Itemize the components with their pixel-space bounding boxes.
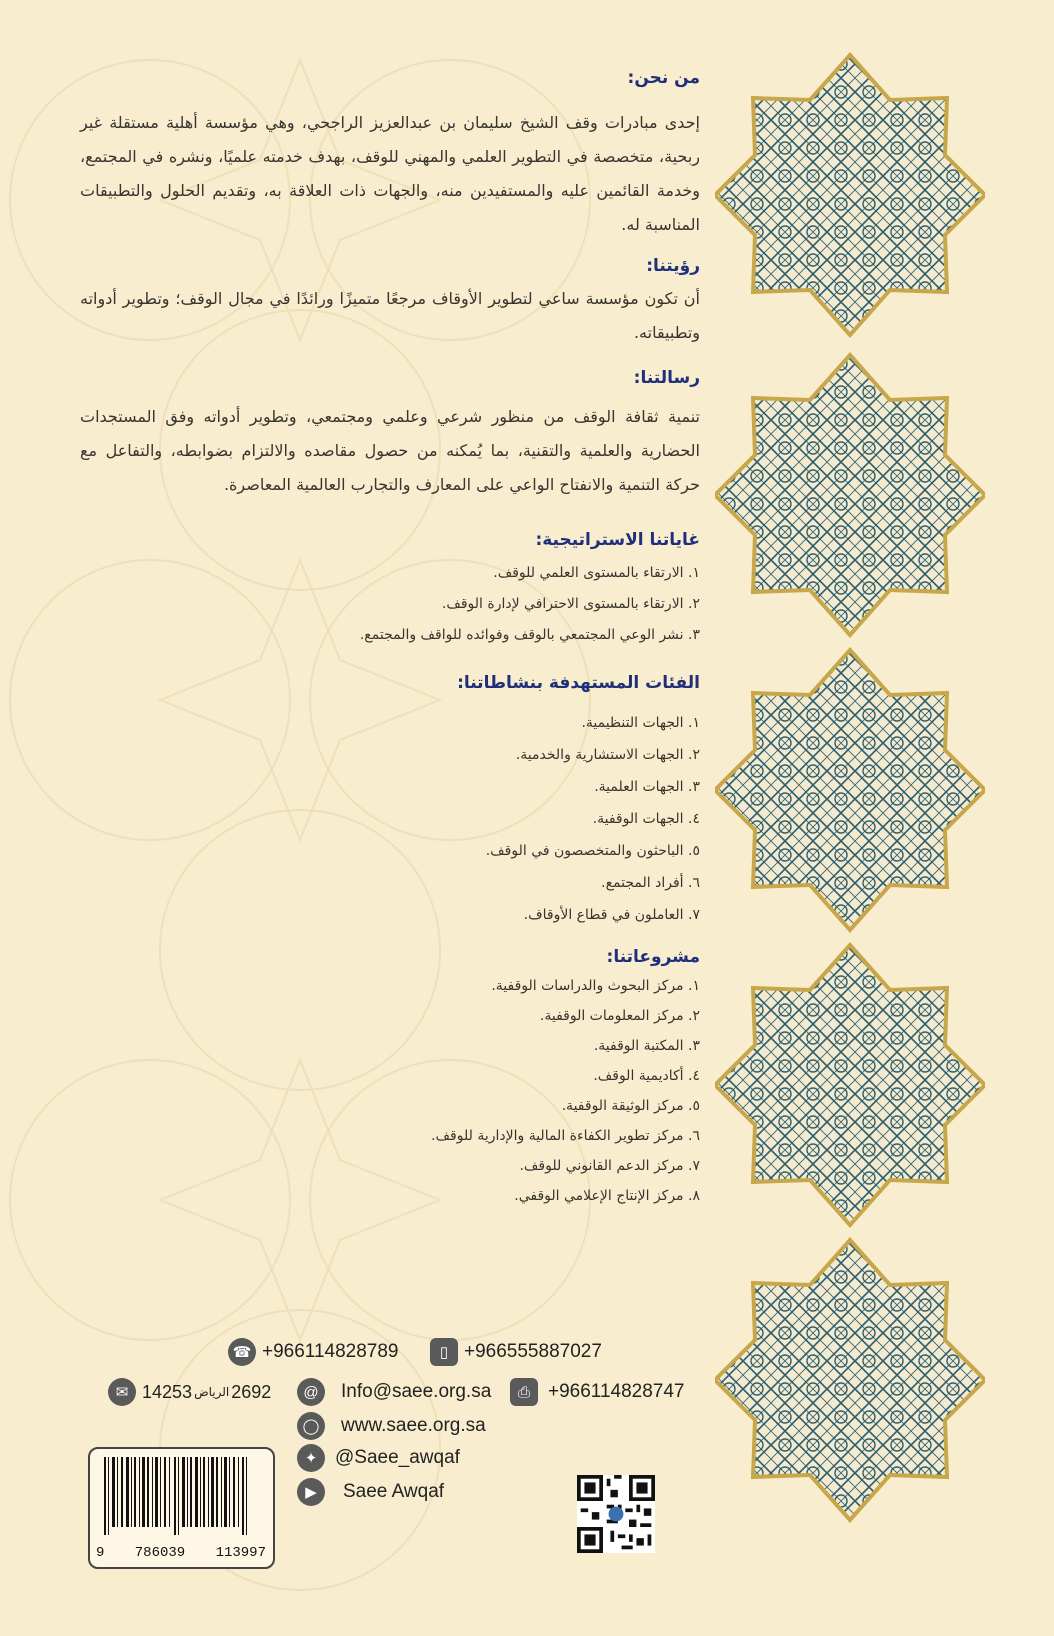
list-item: ٦. أفراد المجتمع. xyxy=(601,875,700,891)
mail-icon: ✉ xyxy=(108,1378,136,1406)
about-text: إحدى مبادرات وقف الشيخ سليمان بن عبدالعزيز الراجحي، وهي مؤسسة أهلية مستقلة غير ربحية، متخصصة في التطوير العلمي والمهني للوقف، بهدف خدمته علميًا، ونشره في المجتمع، وخدمة القائمين عليه والمستفيدين منه، والجهات ذات العلاقة به، وتقديم الحلول والتطبيقات المناسبة له. xyxy=(80,113,700,234)
about-section xyxy=(80,68,700,242)
decorative-stars-column xyxy=(715,50,985,1580)
phone-number: +966114828789 xyxy=(262,1341,399,1362)
website-url: www.saee.org.sa xyxy=(341,1415,486,1436)
list-item: ٤. الجهات الوقفية. xyxy=(592,811,700,827)
mobile-icon: ▯ xyxy=(430,1338,458,1366)
youtube-channel: Saee Awqaf xyxy=(343,1481,445,1502)
list-item: ١. مركز البحوث والدراسات الوقفية. xyxy=(491,978,700,994)
projects-list xyxy=(80,971,700,1211)
mission-title: رسالتنا: xyxy=(633,368,700,388)
email-icon: @ xyxy=(297,1378,325,1406)
star-5 xyxy=(715,1240,985,1520)
barcode-bars xyxy=(94,1457,269,1535)
goals-list xyxy=(80,558,700,651)
star-4 xyxy=(715,945,985,1225)
list-item: ١. الارتقاء بالمستوى العلمي للوقف. xyxy=(493,565,700,581)
star-1 xyxy=(715,55,985,335)
barcode-digit-last: 113997 xyxy=(215,1545,266,1561)
targets-title: الفئات المستهدفة بنشاطاتنا: xyxy=(457,673,700,693)
list-item: ٢. الارتقاء بالمستوى الاحترافي لإدارة الوقف. xyxy=(441,596,700,612)
mobile-number: +966555887027 xyxy=(464,1341,602,1362)
pobox-city: الرياض xyxy=(194,1385,230,1399)
list-item: ٣. نشر الوعي المجتمعي بالوقف وفوائده للواقف والمجتمع. xyxy=(359,627,700,643)
list-item: ٥. مركز الوثيقة الوقفية. xyxy=(561,1098,700,1114)
list-item: ٣. المكتبة الوقفية. xyxy=(593,1038,700,1054)
list-item: ٢. الجهات الاستشارية والخدمية. xyxy=(515,747,700,763)
list-item: ٧. العاملون في قطاع الأوقاف. xyxy=(523,907,700,923)
vision-title: رؤيتنا: xyxy=(646,256,700,276)
email-address: Info@saee.org.sa xyxy=(341,1381,492,1402)
fax-icon: ⎙ xyxy=(510,1378,538,1406)
mission-section xyxy=(80,368,700,502)
list-item: ٥. الباحثون والمتخصصون في الوقف. xyxy=(485,843,700,859)
twitter-handle: @Saee_awqaf xyxy=(335,1447,460,1468)
goals-section xyxy=(80,530,700,651)
fax-number: +966114828747 xyxy=(548,1381,685,1402)
barcode-digit-mid: 786039 xyxy=(134,1545,186,1561)
list-item: ٧. مركز الدعم القانوني للوقف. xyxy=(519,1158,700,1174)
pobox-number: 2692 xyxy=(231,1381,272,1402)
globe-icon: ◯ xyxy=(297,1412,325,1440)
projects-section xyxy=(80,947,700,1211)
list-item: ٦. مركز تطوير الكفاءة المالية والإدارية للوقف. xyxy=(431,1128,700,1144)
about-title: من نحن: xyxy=(627,68,700,88)
list-item: ٨. مركز الإنتاج الإعلامي الوقفي. xyxy=(514,1188,700,1204)
star-3 xyxy=(715,650,985,930)
vision-section xyxy=(80,256,700,350)
barcode-digit-first: 9 xyxy=(96,1545,105,1561)
goals-title: غاياتنا الاستراتيجية: xyxy=(535,530,700,550)
star-2 xyxy=(715,355,985,635)
twitter-icon: ✦ xyxy=(297,1444,325,1472)
projects-title: مشروعاتنا: xyxy=(606,947,700,967)
barcode-digits xyxy=(96,1545,266,1561)
main-text xyxy=(80,50,700,1211)
pobox-zip: 14253 xyxy=(142,1381,193,1402)
qr-code xyxy=(577,1475,655,1553)
mission-text: تنمية ثقافة الوقف من منظور شرعي وعلمي ومجتمعي، وتطوير أدواته وفق المستجدات الحضارية والعلمية والتقنية، بما يُمكنه من حصول مقاصده والالتزام بضوابطه، والتفاعل مع حركة التنمية والانفتاح الواعي على المعارف والتجارب العالمية المعاصرة. xyxy=(80,407,700,494)
targets-section xyxy=(80,673,700,931)
targets-list xyxy=(80,707,700,931)
phone-icon: ☎ xyxy=(228,1338,256,1366)
list-item: ٣. الجهات العلمية. xyxy=(594,779,700,795)
isbn-barcode xyxy=(88,1447,275,1569)
list-item: ١. الجهات التنظيمية. xyxy=(581,715,700,731)
list-item: ٢. مركز المعلومات الوقفية. xyxy=(539,1008,700,1024)
vision-text: أن تكون مؤسسة ساعي لتطوير الأوقاف مرجعًا متميزًا ورائدًا في مجال الوقف؛ وتطوير أدواته وتطبيقاته. xyxy=(80,289,700,342)
list-item: ٤. أكاديمية الوقف. xyxy=(593,1068,700,1084)
youtube-icon: ▶ xyxy=(297,1478,325,1506)
